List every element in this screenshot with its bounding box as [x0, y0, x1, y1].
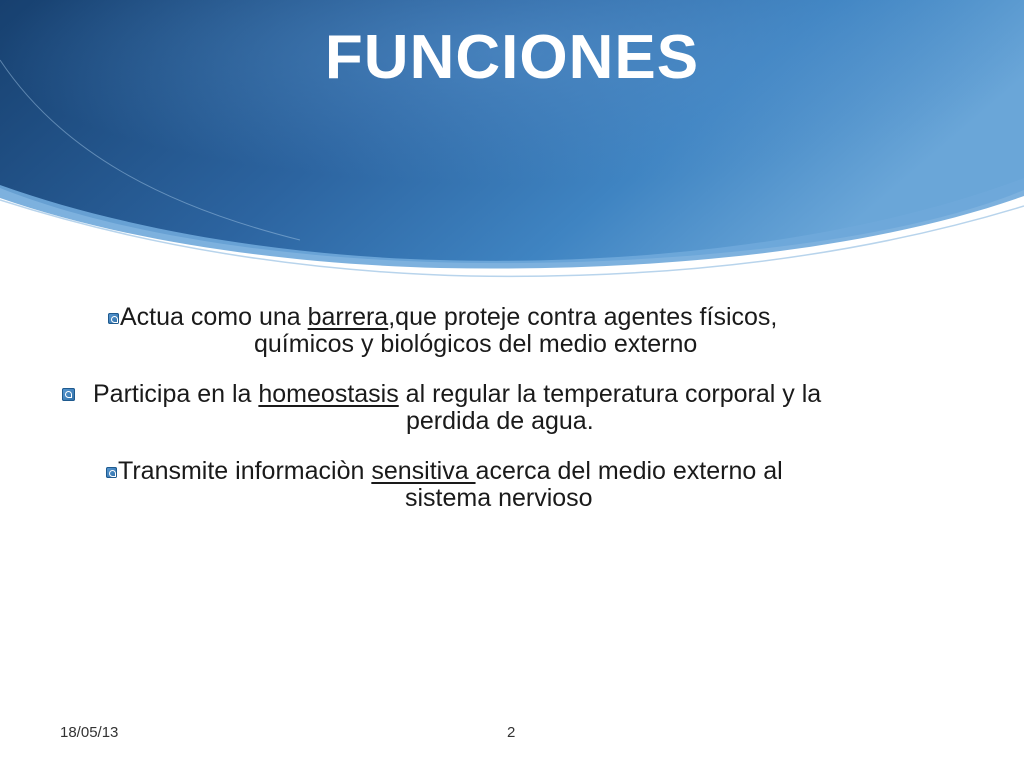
checkbox-bullet-icon — [108, 313, 119, 324]
checkbox-bullet-icon — [106, 467, 117, 478]
bullet-text: Transmite informaciòn — [118, 457, 372, 485]
underlined-term: barrera — [307, 303, 389, 331]
bullet-item — [108, 304, 928, 358]
underlined-term: sensitiva — [371, 457, 476, 485]
slide-title: FUNCIONES — [324, 23, 700, 92]
footer-page-number: 2 — [507, 724, 516, 741]
bullet-item — [62, 381, 982, 435]
bullet-line2: perdida de agua. — [406, 407, 594, 435]
bullet-text: acerca del medio externo al — [475, 457, 783, 485]
bullet-line2: sistema nervioso — [405, 484, 593, 512]
bullet-item — [106, 458, 966, 512]
bullet-text: al regular la temperatura corporal y la — [398, 380, 822, 408]
bullet-text: Actua como una — [120, 303, 308, 331]
checkbox-bullet-icon — [62, 388, 75, 401]
underlined-term: homeostasis — [258, 380, 399, 408]
bullet-text: Participa en la — [93, 380, 259, 408]
bullet-text: ,que proteje contra agentes físicos, — [388, 303, 778, 331]
bullet-line2: químicos y biológicos del medio externo — [254, 330, 698, 358]
footer-date: 18/05/13 — [60, 724, 119, 741]
